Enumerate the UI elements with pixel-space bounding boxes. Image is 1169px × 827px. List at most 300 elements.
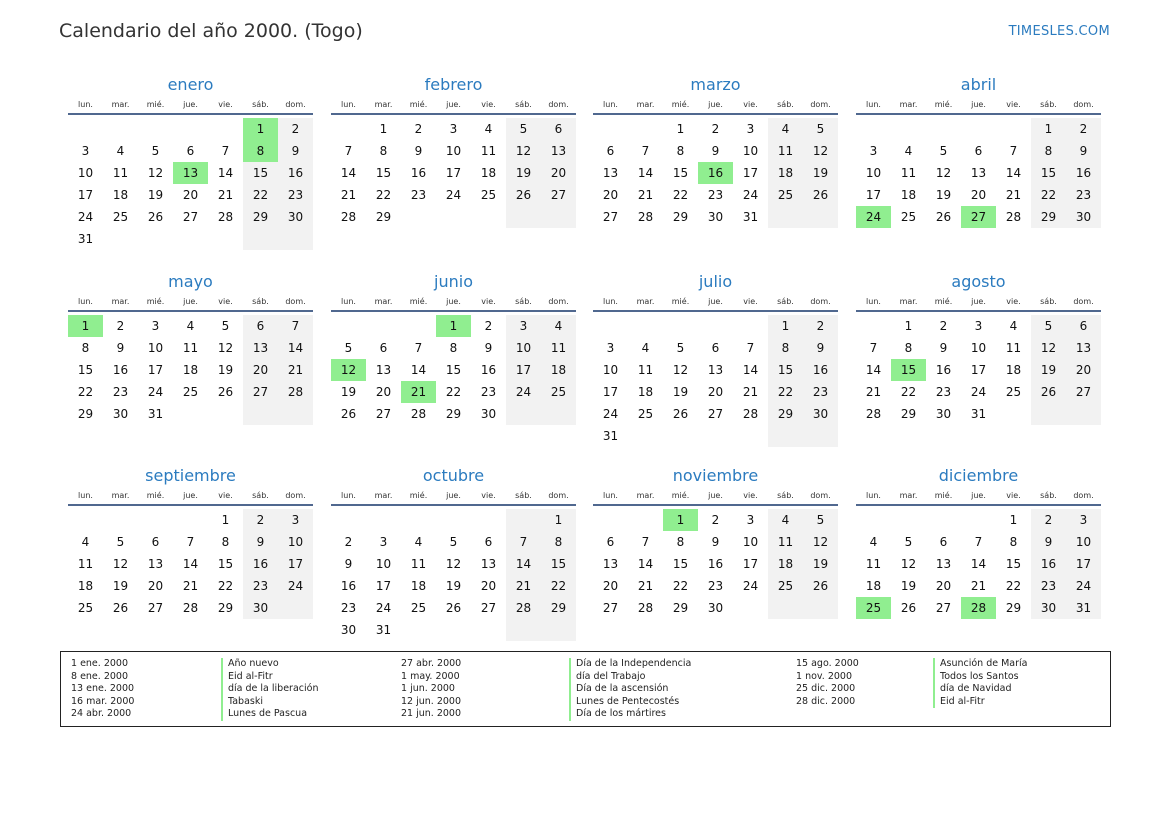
day-cell: 30 [1066, 206, 1101, 228]
empty-day [541, 403, 576, 425]
day-cell: 27 [935, 601, 952, 615]
weekday-header: dom. [1066, 293, 1101, 312]
day-cell: 15 [1005, 557, 1022, 571]
empty-day [506, 403, 541, 425]
weekday-header: vie. [208, 96, 243, 115]
weekday-header: dom. [541, 487, 576, 506]
day-cell: 2 [1031, 509, 1066, 531]
day-cell: 27 [147, 601, 164, 615]
weekday-header: sáb. [768, 96, 803, 115]
empty-day [138, 509, 173, 531]
day-cell: 10 [375, 557, 392, 571]
day-cell: 23 [707, 188, 724, 202]
day-cell: 28 [1005, 210, 1022, 224]
day-cell: 15 [672, 557, 689, 571]
day-cell: 11 [112, 166, 129, 180]
empty-day [471, 619, 506, 641]
month-grid [856, 293, 1101, 425]
day-cell: 13 [1066, 337, 1101, 359]
day-cell: 5 [506, 118, 541, 140]
empty-day [663, 315, 698, 337]
day-cell: 4 [904, 144, 913, 158]
day-cell: 1 [541, 509, 576, 531]
day-cell: 25 [1005, 385, 1022, 399]
day-cell: 20 [1066, 359, 1101, 381]
day-cell: 12 [147, 166, 164, 180]
day-cell: 31 [375, 623, 392, 637]
weekday-header: sáb. [768, 293, 803, 312]
page-title: Calendario del año 2000. (Togo) [59, 20, 363, 42]
legend-date: 1 may. 2000 [401, 670, 460, 682]
day-cell: 17 [278, 553, 313, 575]
day-cell: 23 [480, 385, 497, 399]
day-cell: 31 [970, 407, 987, 421]
weekday-header: mié. [138, 293, 173, 312]
day-cell: 29 [672, 601, 689, 615]
day-cell: 1 [379, 122, 388, 136]
day-cell: 18 [480, 166, 497, 180]
day-cell: 5 [116, 535, 125, 549]
day-cell: 21 [1005, 188, 1022, 202]
day-cell: 18 [410, 579, 427, 593]
day-cell: 5 [803, 118, 838, 140]
day-cell: 1 [768, 315, 803, 337]
day-cell: 8 [379, 144, 388, 158]
month-name: julio [698, 272, 733, 291]
empty-day [401, 315, 436, 337]
weekday-header: sáb. [1031, 96, 1066, 115]
day-cell: 29 [77, 407, 94, 421]
weekday-header: lun. [856, 293, 891, 312]
weekday-header: sáb. [768, 487, 803, 506]
empty-day [803, 597, 838, 619]
day-cell: 18 [865, 579, 882, 593]
day-cell: 25 [182, 385, 199, 399]
day-cell: 23 [112, 385, 129, 399]
day-cell: 6 [1066, 315, 1101, 337]
legend-dates-column [401, 658, 461, 721]
weekday-header: lun. [68, 96, 103, 115]
day-cell: 8 [221, 535, 230, 549]
day-cell: 21 [865, 385, 882, 399]
day-cell: 19 [672, 385, 689, 399]
weekday-header: mar. [103, 96, 138, 115]
month-noviembre [593, 465, 838, 619]
day-cell: 10 [506, 337, 541, 359]
empty-day [471, 509, 506, 531]
weekday-header: lun. [856, 487, 891, 506]
weekday-header: lun. [331, 293, 366, 312]
day-cell: 25 [410, 601, 427, 615]
day-cell: 11 [865, 557, 882, 571]
month-name: enero [167, 75, 214, 94]
day-cell: 4 [768, 118, 803, 140]
day-cell: 3 [746, 122, 755, 136]
weekday-header: jue. [436, 487, 471, 506]
day-cell: 10 [1066, 531, 1101, 553]
day-cell: 18 [637, 385, 654, 399]
day-cell: 17 [602, 385, 619, 399]
day-cell: 7 [414, 341, 423, 355]
day-cell: 2 [711, 122, 720, 136]
day-cell: 16 [340, 579, 357, 593]
month-name: mayo [168, 272, 213, 291]
day-cell: 2 [939, 319, 948, 333]
day-cell: 29 [217, 601, 234, 615]
legend-holiday-name: Todos los Santos [933, 671, 1028, 684]
day-cell: 26 [803, 575, 838, 597]
empty-day [856, 315, 891, 337]
day-cell: 28 [506, 597, 541, 619]
day-cell: 16 [112, 363, 129, 377]
empty-day [173, 228, 208, 250]
day-cell: 26 [672, 407, 689, 421]
day-cell: 30 [340, 623, 357, 637]
day-cell: 16 [707, 557, 724, 571]
day-cell: 13 [147, 557, 164, 571]
day-cell: 25 [77, 601, 94, 615]
day-cell: 20 [602, 188, 619, 202]
legend-holiday-name: Lunes de Pentecostés [569, 696, 691, 709]
day-cell: 28 [217, 210, 234, 224]
day-cell: 11 [182, 341, 199, 355]
day-cell: 12 [445, 557, 462, 571]
month-grid [593, 293, 838, 447]
day-cell: 5 [151, 144, 160, 158]
day-cell: 18 [768, 162, 803, 184]
day-cell: 26 [340, 407, 357, 421]
day-cell: 6 [484, 535, 493, 549]
day-cell: 1 [1009, 513, 1018, 527]
day-cell: 6 [243, 315, 278, 337]
day-cell: 15 [445, 363, 462, 377]
day-cell: 6 [939, 535, 948, 549]
empty-day [103, 509, 138, 531]
month-enero [68, 74, 313, 250]
holiday-day-cell: 1 [663, 509, 698, 531]
day-cell: 8 [676, 535, 685, 549]
day-cell: 2 [414, 122, 423, 136]
day-cell: 2 [116, 319, 125, 333]
day-cell: 17 [147, 363, 164, 377]
day-cell: 27 [602, 210, 619, 224]
day-cell: 12 [935, 166, 952, 180]
day-cell: 8 [676, 144, 685, 158]
empty-day [891, 118, 926, 140]
holiday-day-cell: 13 [173, 162, 208, 184]
day-cell: 16 [935, 363, 952, 377]
month-name: noviembre [672, 466, 759, 485]
holiday-day-cell: 1 [68, 315, 103, 337]
day-cell: 20 [182, 188, 199, 202]
day-cell: 24 [147, 385, 164, 399]
holiday-day-cell: 28 [961, 597, 996, 619]
weekday-header: vie. [733, 96, 768, 115]
holiday-day-cell: 1 [436, 315, 471, 337]
month-name: junio [434, 272, 473, 291]
month-diciembre [856, 465, 1101, 619]
day-cell: 31 [742, 210, 759, 224]
day-cell: 12 [112, 557, 129, 571]
day-cell: 20 [480, 579, 497, 593]
day-cell: 3 [81, 144, 90, 158]
empty-day [401, 509, 436, 531]
day-cell: 26 [445, 601, 462, 615]
weekday-header: mié. [401, 487, 436, 506]
day-cell: 3 [1066, 509, 1101, 531]
month-abril [856, 74, 1101, 228]
weekday-header: dom. [278, 487, 313, 506]
legend-date: 8 ene. 2000 [71, 670, 128, 682]
weekday-header: mié. [663, 96, 698, 115]
legend-dates-column [796, 658, 859, 708]
day-cell: 27 [707, 407, 724, 421]
empty-day [733, 425, 768, 447]
month-name: octubre [422, 466, 485, 485]
day-cell: 25 [900, 210, 917, 224]
day-cell: 4 [1009, 319, 1018, 333]
day-cell: 12 [672, 363, 689, 377]
day-cell: 2 [243, 509, 278, 531]
day-cell: 29 [900, 407, 917, 421]
day-cell: 14 [506, 553, 541, 575]
month-agosto [856, 271, 1101, 425]
weekday-header: dom. [278, 293, 313, 312]
legend-date: 28 dic. 2000 [796, 695, 856, 707]
day-cell: 19 [900, 579, 917, 593]
day-cell: 12 [803, 140, 838, 162]
weekday-header: jue. [173, 293, 208, 312]
weekday-header: lun. [331, 96, 366, 115]
day-cell: 9 [344, 557, 353, 571]
empty-day [436, 619, 471, 641]
day-cell: 29 [672, 210, 689, 224]
day-cell: 21 [278, 359, 313, 381]
day-cell: 2 [484, 319, 493, 333]
empty-day [733, 315, 768, 337]
weekday-header: lun. [856, 96, 891, 115]
day-cell: 22 [541, 575, 576, 597]
day-cell: 28 [742, 407, 759, 421]
day-cell: 12 [1031, 337, 1066, 359]
day-cell: 20 [602, 579, 619, 593]
day-cell: 17 [742, 166, 759, 180]
day-cell: 5 [803, 509, 838, 531]
day-cell: 16 [410, 166, 427, 180]
weekday-header: sáb. [506, 487, 541, 506]
month-grid [593, 487, 838, 619]
empty-day [103, 118, 138, 140]
day-cell: 21 [742, 385, 759, 399]
day-cell: 9 [484, 341, 493, 355]
weekday-header: lun. [593, 487, 628, 506]
legend-holiday-name: Día de la Independencia [569, 658, 691, 671]
weekday-header: jue. [961, 487, 996, 506]
empty-day [278, 403, 313, 425]
day-cell: 13 [602, 557, 619, 571]
day-cell: 20 [707, 385, 724, 399]
day-cell: 2 [803, 315, 838, 337]
day-cell: 4 [484, 122, 493, 136]
weekday-header: jue. [173, 487, 208, 506]
day-cell: 28 [410, 407, 427, 421]
day-cell: 12 [803, 531, 838, 553]
day-cell: 14 [340, 166, 357, 180]
month-grid [68, 487, 313, 619]
day-cell: 11 [1005, 341, 1022, 355]
day-cell: 24 [506, 381, 541, 403]
empty-day [1031, 403, 1066, 425]
day-cell: 26 [147, 210, 164, 224]
day-cell: 26 [506, 184, 541, 206]
day-cell: 23 [410, 188, 427, 202]
weekday-header: mié. [926, 96, 961, 115]
day-cell: 4 [414, 535, 423, 549]
day-cell: 6 [606, 535, 615, 549]
legend-date: 24 abr. 2000 [71, 708, 132, 720]
day-cell: 2 [711, 513, 720, 527]
empty-day [541, 619, 576, 641]
day-cell: 25 [637, 407, 654, 421]
day-cell: 13 [602, 166, 619, 180]
empty-day [628, 118, 663, 140]
day-cell: 4 [81, 535, 90, 549]
weekday-header: mar. [366, 293, 401, 312]
holiday-day-cell: 1 [243, 118, 278, 140]
weekday-header: sáb. [506, 293, 541, 312]
day-cell: 6 [379, 341, 388, 355]
day-cell: 7 [186, 535, 195, 549]
day-cell: 27 [243, 381, 278, 403]
holiday-day-cell: 25 [856, 597, 891, 619]
month-name: septiembre [145, 466, 236, 485]
day-cell: 16 [243, 553, 278, 575]
holiday-day-cell: 15 [891, 359, 926, 381]
day-cell: 7 [1009, 144, 1018, 158]
month-grid [68, 293, 313, 425]
day-cell: 4 [641, 341, 650, 355]
holiday-day-cell: 21 [401, 381, 436, 403]
empty-day [891, 509, 926, 531]
day-cell: 9 [116, 341, 125, 355]
day-cell: 18 [768, 553, 803, 575]
day-cell: 12 [217, 341, 234, 355]
day-cell: 9 [278, 140, 313, 162]
weekday-header: dom. [1066, 96, 1101, 115]
day-cell: 29 [768, 403, 803, 425]
day-cell: 5 [939, 144, 948, 158]
day-cell: 7 [221, 144, 230, 158]
day-cell: 14 [865, 363, 882, 377]
day-cell: 29 [1031, 206, 1066, 228]
day-cell: 3 [449, 122, 458, 136]
day-cell: 14 [637, 166, 654, 180]
day-cell: 24 [1066, 575, 1101, 597]
day-cell: 14 [742, 363, 759, 377]
day-cell: 22 [445, 385, 462, 399]
weekday-header: sáb. [1031, 293, 1066, 312]
weekday-header: mar. [628, 487, 663, 506]
day-cell: 10 [77, 166, 94, 180]
day-cell: 16 [1066, 162, 1101, 184]
empty-day [366, 315, 401, 337]
day-cell: 8 [1031, 140, 1066, 162]
day-cell: 13 [541, 140, 576, 162]
day-cell: 23 [278, 184, 313, 206]
month-octubre [331, 465, 576, 641]
weekday-header: mar. [366, 96, 401, 115]
day-cell: 31 [147, 407, 164, 421]
day-cell: 14 [182, 557, 199, 571]
legend-date: 15 ago. 2000 [796, 658, 859, 669]
empty-day [366, 509, 401, 531]
empty-day [768, 206, 803, 228]
day-cell: 27 [182, 210, 199, 224]
day-cell: 18 [77, 579, 94, 593]
brand-link[interactable]: TIMESLES.COM [1008, 24, 1110, 39]
weekday-header: jue. [173, 96, 208, 115]
day-cell: 3 [606, 341, 615, 355]
month-grid [68, 96, 313, 250]
day-cell: 28 [278, 381, 313, 403]
day-cell: 15 [375, 166, 392, 180]
day-cell: 18 [182, 363, 199, 377]
weekday-header: lun. [593, 96, 628, 115]
day-cell: 14 [1005, 166, 1022, 180]
legend-holiday-name: día de Navidad [933, 683, 1028, 696]
day-cell: 22 [900, 385, 917, 399]
month-grid [331, 293, 576, 425]
day-cell: 28 [637, 210, 654, 224]
weekday-header: jue. [436, 293, 471, 312]
day-cell: 17 [1066, 553, 1101, 575]
day-cell: 22 [243, 184, 278, 206]
day-cell: 24 [77, 210, 94, 224]
day-cell: 10 [970, 341, 987, 355]
day-cell: 9 [803, 337, 838, 359]
weekday-header: jue. [436, 96, 471, 115]
day-cell: 6 [606, 144, 615, 158]
day-cell: 24 [278, 575, 313, 597]
day-cell: 26 [217, 385, 234, 399]
weekday-header: mar. [628, 96, 663, 115]
day-cell: 15 [243, 162, 278, 184]
weekday-header: dom. [1066, 487, 1101, 506]
empty-day [733, 597, 768, 619]
day-cell: 9 [1031, 531, 1066, 553]
empty-day [243, 403, 278, 425]
day-cell: 29 [445, 407, 462, 421]
day-cell: 14 [278, 337, 313, 359]
day-cell: 18 [112, 188, 129, 202]
month-name: febrero [424, 75, 483, 94]
month-name: abril [960, 75, 997, 94]
holiday-legend [60, 651, 1111, 727]
weekday-header: mar. [103, 487, 138, 506]
day-cell: 12 [900, 557, 917, 571]
month-grid [593, 96, 838, 228]
empty-day [996, 118, 1031, 140]
day-cell: 13 [480, 557, 497, 571]
day-cell: 7 [506, 531, 541, 553]
day-cell: 5 [344, 341, 353, 355]
empty-day [173, 509, 208, 531]
month-name: diciembre [938, 466, 1019, 485]
day-cell: 27 [375, 407, 392, 421]
day-cell: 14 [217, 166, 234, 180]
legend-holiday-name: día de la liberación [221, 683, 318, 696]
day-cell: 30 [935, 407, 952, 421]
